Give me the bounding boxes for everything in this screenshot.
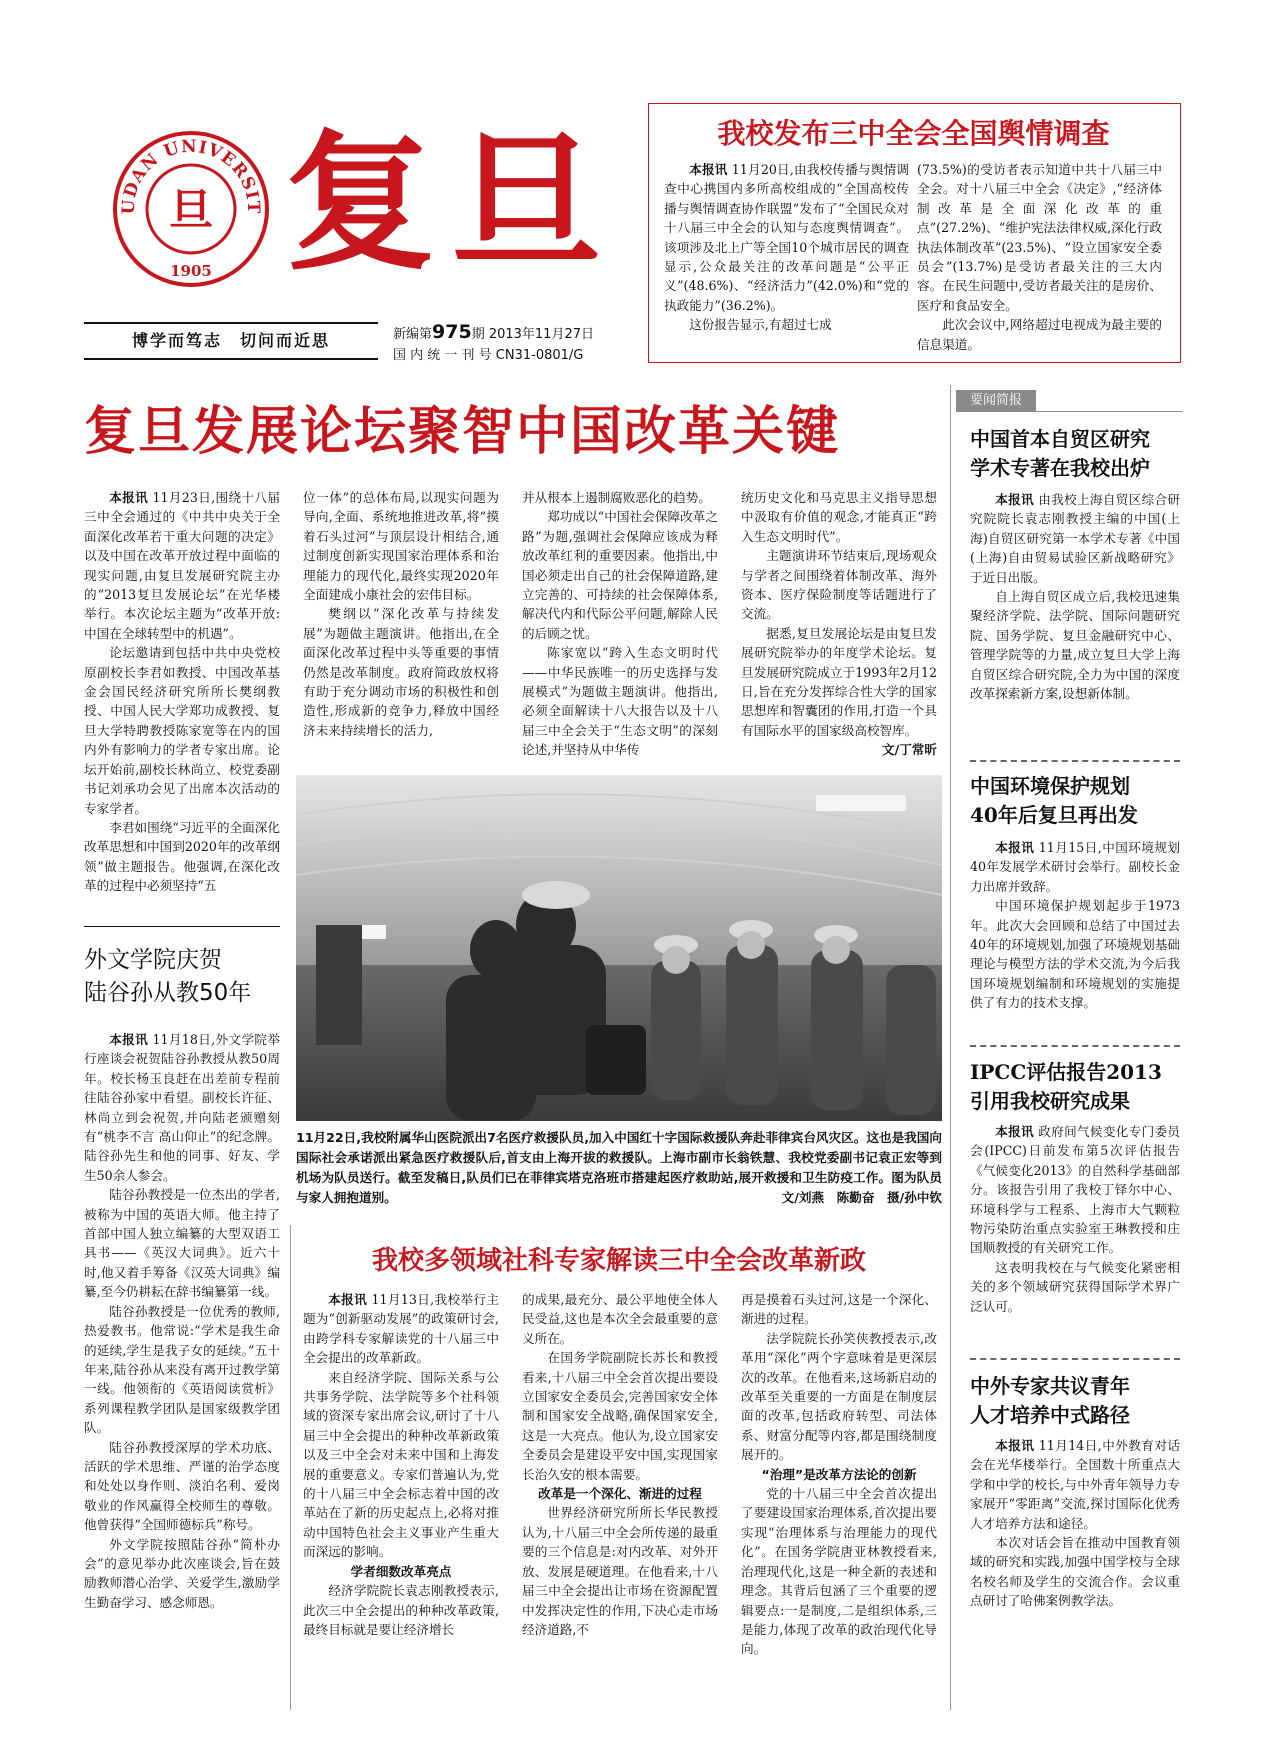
bottom-story-divider xyxy=(290,1225,291,1710)
main-lead: 本报讯 xyxy=(109,490,149,505)
left-story-p2: 陆谷孙教授是一位杰出的学者,被称为中国的英语大师。他主持了首部中国人独立编纂的大型双语工具书——《英汉大词典》。近六十时,他又着手筹备《汉英大词典》编纂,至今仍耕耘在辞书编纂第一线。 xyxy=(84,1187,280,1300)
bottom-subhead-3: “治理”是改革方法论的创新 xyxy=(761,1466,917,1482)
left-story-body xyxy=(84,1030,280,1710)
bottom-subhead-2: 改革是一个深化、渐进的过程 xyxy=(538,1486,702,1502)
motto-rule-top xyxy=(84,322,378,324)
sidebar-item-4-title xyxy=(970,1372,1180,1430)
top-box-col-1 xyxy=(664,160,909,356)
sidebar-item-1-title-line-1: 中国首本自贸区研究 xyxy=(970,427,1150,451)
top-box-lead: 本报讯 xyxy=(689,162,728,177)
left-story-rule xyxy=(84,926,280,927)
sidebar-label: 要闻简报 xyxy=(956,390,1036,412)
sidebar-item-1-title-line-2: 学术专著在我校出炉 xyxy=(970,456,1150,480)
sidebar-dash-3 xyxy=(970,1358,1180,1360)
sidebar-item-3-title xyxy=(970,1058,1180,1116)
sidebar-item-1-title xyxy=(970,425,1180,483)
bottom-text-2c: 世界经济研究所所长华民教授认为,十八届三中全会所传递的最重要的三个信息是:对内改革、对外开放、发展是硬道理。在他看来,十八届三中全会提出让市场在资源配置中发挥决定性的作用,下决心走市场经济道路,不 xyxy=(522,1505,718,1637)
sidebar-item-1-p2: 自上海自贸区成立后,我校迅速集聚经济学院、法学院、国际问题研究院、国务学院、复旦金融研究中心、管理学院等的力量,成立复旦大学上海自贸区综合研究院,全力为中国的深度改革探索新方案,设想新体制。 xyxy=(970,589,1180,702)
sidebar-item-3-lead: 本报讯 xyxy=(995,1124,1034,1139)
fudan-seal-logo xyxy=(112,130,270,288)
masthead-motto: 博学而笃志 切问而近思 xyxy=(131,331,330,350)
photo-caption xyxy=(296,1128,942,1208)
bottom-story-title: 我校多领域社科专家解读三中全会改革新政 xyxy=(371,1246,866,1276)
main-text-2b: 樊纲以“深化改革与持续发展”为题做主题演讲。他指出,在全面深化改革过程中头等重要的事情仍然是改革制度。政府简政放权将有助于充分调动市场的积极性和创造性,形成新的竞争力,释放中国经济未来持续增长的活力, xyxy=(303,606,499,738)
motto-rule-bottom xyxy=(84,358,378,360)
left-story-title xyxy=(84,944,280,1010)
sidebar-item-2-p1: 11月15日,中国环境规划40年发展学术研讨会举行。副校长金力出席并致辞。 xyxy=(970,840,1180,894)
sidebar-dash-2 xyxy=(970,1045,1180,1047)
issue-publication-number: 国 内 统 一 刊 号 CN31-0801/G xyxy=(393,348,584,363)
sidebar-item-2-title xyxy=(970,772,1180,830)
bottom-text-1b: 来自经济学院、国际关系与公共事务学院、法学院等多个社科领域的资深专家出席会议,研讨了十八届三中全会提出的种种改革新政策以及三中全会对未来中国和上海发展的重要意义。专家们普遍认为,党的十八届三中全会标志着中国的改革站在了新的历史起点上,必将对推动中国特色社会主义事业产生重大而深远的影响。 xyxy=(303,1369,499,1560)
sidebar-item-2-body xyxy=(970,838,1180,1033)
bottom-text-3: 再是摸着石头过河,这是一个深化、渐进的过程。 xyxy=(741,1292,937,1327)
photo-byline: 文/刘燕 陈勤奋 摄/孙中钦 xyxy=(781,1190,942,1205)
bottom-text-3b: 法学院院长孙笑侠教授表示,改革用“深化”两个字意味着是更深层次的改革。在他看来,这场新启动的改革至关重要的一方面是在制度层面的改革,包括政府转型、司法体系、财富分配等内容,都是围绕制度展开的。 xyxy=(741,1330,937,1463)
left-story-p3: 陆谷孙教授是一位优秀的教师,热爱教书。他常说:“学术是我生命的延续,学生是我子女的延续。”五十年来,陆谷孙从来没有离开过教学第一线。他领衔的《英语阅读赏析》系列课程教学团队是国家级教学团队。 xyxy=(84,1303,280,1436)
sidebar-item-3-title-line-1: IPCC评估报告2013 xyxy=(970,1060,1162,1084)
sidebar-item-4-lead: 本报讯 xyxy=(995,1438,1035,1453)
sidebar-item-2-lead: 本报讯 xyxy=(995,840,1035,855)
left-story-p5: 外文学院按照陆谷孙“简朴办会”的意见举办此次座谈会,旨在鼓励教师潜心治学、关爱学生,激励学生勤奋学习、感念师恩。 xyxy=(84,1536,280,1610)
seal-year: 1905 xyxy=(170,262,212,280)
main-text-1: 11月23日,围绕十八届三中全会通过的《中共中央关于全面深化改革若干重大问题的决定》以及中国在改革开放过程中面临的现实问题,由复旦发展研究院主办的“2013复旦发展论坛”在光华楼举行。本次论坛主题为“改革开放:中国在全球转型中的机遇”。 xyxy=(84,490,280,641)
main-col-2 xyxy=(303,488,499,760)
sidebar-item-1-p1: 由我校上海自贸区综合研究院院长袁志刚教授主编的中国(上海)自贸区研究第一本学术专著《中国(上海)自由贸易试验区新战略研究》于近日出版。 xyxy=(970,492,1180,585)
sidebar-item-2-title-line-2: 40年后复旦再出发 xyxy=(970,803,1138,827)
main-text-4c: 据悉,复旦发展论坛是由复旦发展研究院举办的年度学术论坛。复旦发展研究院成立于1993年2月12日,旨在充分发挥综合性大学的国家思想库和智囊团的作用,打造一个具有国际水平的国家级高校智库。 xyxy=(741,625,937,738)
main-text-1b: 论坛邀请到包括中共中央党校原副校长李君如教授、中国改革基金会国民经济研究所所长樊纲教授、中国人民大学郑功成教授、复旦大学特聘教授陈家宽等在内的国内外有影响力的学者专家出席。论坛开始前,副校长林尚立、校党委副书记刘承功会见了出席本次活动的专家学者。 xyxy=(84,645,280,816)
seal-text: UDAN UNIVERSIT xyxy=(118,136,264,215)
left-story-lead: 本报讯 xyxy=(109,1032,149,1047)
bottom-col-1 xyxy=(303,1290,499,1710)
bottom-text-1c: 经济学院院长袁志刚教授表示,此次三中全会提出的种种改革政策,最终目标就是要让经济增长 xyxy=(303,1583,499,1637)
bottom-text-3c: 党的十八届三中全会首次提出了要建设国家治理体系,首次提出要实现“治理体系与治理能力的现代化”。在国务学院唐亚林教授看来,治理现代化,这是一种全新的表述和理念。其背后包涵了三个重要的逻辑要点:一是制度,二是组织体系,三是能力,体现了改革的政治现代化导向。 xyxy=(741,1486,937,1657)
bottom-text-1: 11月13日,我校举行主题为“创新驱动发展”的政策研讨会,由跨学科专家解读党的十八届三中全会提出的改革新政。 xyxy=(303,1292,499,1366)
main-text-1c: 李君如围绕“习近平的全面深化改革思想和中国到2020年的改革纲领”做主题报告。他强调,在深化改革的过程中必须坚持“五 xyxy=(84,819,280,894)
main-text-3c: 陈家宽以“跨入生态文明时代——中华民族唯一的历史选择与发展模式”为题做主题演讲。他指出,必须全面解读十八大报告以及十八届三中全会关于“生态文明”的深刻论述,并坚持从中华传 xyxy=(522,645,718,758)
top-box-text-2b: 此次会议中,网络超过电视成为最主要的信息渠道。 xyxy=(917,317,1162,352)
left-story-title-line-2: 陆谷孙从教50年 xyxy=(84,980,252,1006)
top-box-text-2: (73.5%)的受访者表示知道中共十八届三中全会。对十八届三中全会《决定》,“经济体制改革是全面深化改革的重点”(27.2%)、“维护宪法法律权威,深化行政执法体制改革”(23.5%)、“设立国家安全委员会”(13.7%)是受访者最关注的三大内容。在民生问题中,受访者最关注的是房价、医疗和食品安全。 xyxy=(917,162,1162,313)
sidebar-divider xyxy=(950,385,951,1710)
sidebar-item-3-p2: 这表明我校在与气候变化紧密相关的多个领域研究获得国际学术界广泛认可。 xyxy=(970,1259,1180,1314)
issue-prefix: 新编第 xyxy=(393,327,433,342)
bottom-lead: 本报讯 xyxy=(328,1292,368,1307)
main-text-3b: 郑功成以“中国社会保障改革之路”为题,强调社会保障应该成为释放改革红利的重要因素。他指出,中国必须走出自己的社会保障道路,建立完善的、可持续的社会保障体系,解决代内和代际公平问题,解除人民的后顾之忧。 xyxy=(522,509,718,641)
seal-char: 旦 xyxy=(169,185,213,236)
issue-date: 期 2013年11月27日 xyxy=(471,327,594,342)
bottom-col-2 xyxy=(522,1290,718,1710)
left-story-p4: 陆谷孙教授深厚的学术功底、活跃的学术思维、严谨的治学态度和处处以身作则、淡泊名利、爱岗敬业的作风赢得全校师生的尊敬。他曾获得“全国师德标兵”称号。 xyxy=(84,1439,280,1533)
news-photo xyxy=(296,775,942,1121)
main-byline: 文/丁常昕 xyxy=(882,742,937,758)
top-box-text-1b: 这份报告显示,有超过七成 xyxy=(689,317,832,333)
top-box-title: 我校发布三中全会全国舆情调查 xyxy=(717,117,1110,150)
sidebar-item-4-body xyxy=(970,1436,1180,1711)
main-headline: 复旦发展论坛聚智中国改革关键 xyxy=(84,402,841,462)
main-col-1 xyxy=(84,488,280,918)
issue-number: 975 xyxy=(432,321,472,343)
sidebar-item-3-p1: 政府间气候变化专门委员会(IPCC)日前发布第5次评估报告《气候变化2013》的自然科学基础部分。该报告引用了我校丁铎尔中心、环境科学与工程系、上海市大气颗粒物污染防治重点实验室王琳教授和庄国顺教授的有关研究工作。 xyxy=(970,1124,1180,1256)
bottom-text-2b: 在国务学院副院长苏长和教授看来,十八届三中全会首次提出要设立国家安全委员会,完善国家安全体制和国家安全战略,确保国家安全,这是一大亮点。他认为,设立国家安全委员会是建设平安中国,实现国家长治久安的根本需要。 xyxy=(522,1350,718,1482)
top-box-text-1: 11月20日,由我校传播与舆情调查中心携国内多所高校组成的“全国高校传播与舆情调查协作联盟”发布了“全国民众对十八届三中全会的认知与态度舆情调查”。该项涉及北上广等全国10个城市居民的调查显示,公众最关注的改革问题是“公平正义”(48.6%)、“经济活力”(42.0%)和“党的执政能力”(36.2%)。 xyxy=(664,162,909,313)
bottom-subhead-1: 学者细数改革亮点 xyxy=(350,1563,452,1579)
main-col-4 xyxy=(741,488,937,760)
masthead-title: 复旦 xyxy=(285,115,618,291)
bottom-text-2: 的成果,最充分、最公平地使全体人民受益,这也是本次全会最重要的意义所在。 xyxy=(522,1292,718,1346)
left-story-title-line-1: 外文学院庆贺 xyxy=(84,947,222,973)
sidebar-item-3-title-line-2: 引用我校研究成果 xyxy=(970,1089,1130,1113)
sidebar-item-4-title-line-2: 人才培养中式路径 xyxy=(970,1403,1130,1427)
main-col-3 xyxy=(522,488,718,760)
sidebar-item-2-p2: 中国环境保护规划起步于1973年。此次大会回顾和总结了中国过去40年的环境规划,加强了环境规划基础理论与模型方法的学术交流,为今后我国环境规划编制和环境规划的实施提供了有力的技术支撑。 xyxy=(970,898,1180,1011)
left-story-p1: 11月18日,外文学院举行座谈会祝贺陆谷孙教授从教50周年。校长杨玉良赶在出差前专程前往陆谷孙家中看望。副校长许征、林尚立到会祝贺,并向陆老颁赠刻有“桃李不言 高山仰止”的纪念牌。陆谷孙先生和他的同事、好友、学生50余人参会。 xyxy=(84,1032,280,1183)
sidebar-rule xyxy=(956,411,1182,412)
main-text-4: 统历史文化和马克思主义指导思想中汲取有价值的观念,才能真正“跨入生态文明时代”。 xyxy=(741,490,937,544)
main-text-2: 位一体”的总体布局,以现实问题为导向,全面、系统地推进改革,将“摸着石头过河”与顶层设计相结合,通过制度创新实现国家治理体系和治理能力的现代化,最终实现2020年全面建成小康社会的宏伟目标。 xyxy=(303,490,499,603)
bottom-col-3 xyxy=(741,1290,937,1710)
sidebar-item-4-title-line-1: 中外专家共议青年 xyxy=(970,1374,1130,1398)
sidebar-item-4-p2: 本次对话会旨在推动中国教育领域的研究和实践,加强中国学校与全球名校名师及学生的交流合作。会议重点研讨了哈佛案例教学法。 xyxy=(970,1535,1180,1609)
main-text-4b: 主题演讲环节结束后,现场观众与学者之间围绕着体制改革、海外资本、医疗保险制度等话题进行了交流。 xyxy=(741,548,937,622)
sidebar-item-4-p1: 11月14日,中外教育对话会在光华楼举行。全国数十所重点大学和中学的校长,与中外青年领导力专家展开“零距离”交流,探讨国际化优秀人才培养方法和途径。 xyxy=(970,1438,1180,1531)
main-text-3: 并从根本上遏制腐败恶化的趋势。 xyxy=(522,490,711,505)
top-box-col-2 xyxy=(917,160,1162,356)
sidebar-item-1-lead: 本报讯 xyxy=(995,492,1034,507)
photo-caption-text: 11月22日,我校附属华山医院派出7名医疗救援队员,加入中国红十字国际救援队奔赴菲律宾台风灾区。这也是我国向国际社会承诺派出紧急医疗救援队后,首支由上海开拔的救援队。上海市副市长翁铁慧、我校党委副书记袁正宏等到机场为队员送行。截至发稿日,队员们已在菲律宾塔克洛班市搭建起医疗救助站,展开救援和卫生防疫工作。图为队员与家人拥抱道别。 xyxy=(296,1130,942,1205)
sidebar-item-2-title-line-1: 中国环境保护规划 xyxy=(970,774,1130,798)
sidebar-item-3-body xyxy=(970,1122,1180,1347)
sidebar-dash-1 xyxy=(970,760,1180,762)
sidebar-item-1-body xyxy=(970,490,1180,750)
issue-info xyxy=(393,322,594,366)
